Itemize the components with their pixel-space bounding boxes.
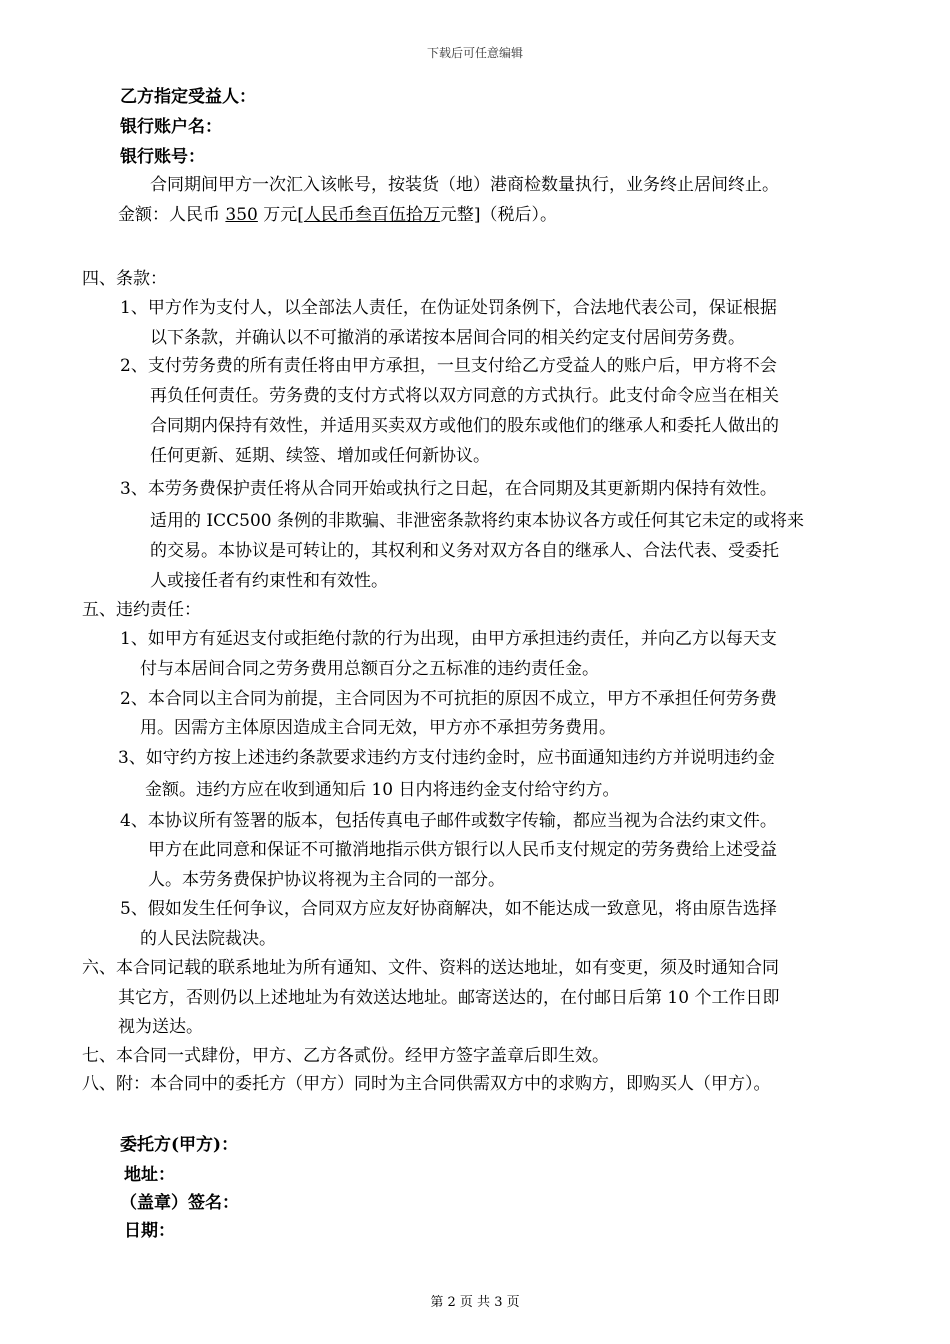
s5-item1-line1: 1、如甲方有延迟支付或拒绝付款的行为出现，由甲方承担违约责任，并向乙方以每天支	[120, 629, 777, 649]
s5-item3-line1: 3、如守约方按上述违约条款要求违约方支付违约金时，应书面通知违约方并说明违约金	[118, 748, 775, 768]
s5-item3-line2: 金额。违约方应在收到通知后 10 日内将违约金支付给守约方。	[145, 780, 620, 800]
seal-signature-label: （盖章）签名：	[120, 1193, 239, 1213]
section-6-line2: 其它方，否则仍以上述地址为有效送达地址。邮寄送达的，在付邮日后第 10 个工作日即	[118, 988, 780, 1008]
account-name-label: 银行账户名：	[120, 117, 222, 137]
payment-terms-line: 合同期间甲方一次汇入该帐号，按装货（地）港商检数量执行，业务终止居间终止。	[150, 175, 779, 195]
s4-item2-line2: 再负任何责任。劳务费的支付方式将以双方同意的方式执行。此支付命令应当在相关	[150, 386, 779, 406]
s4-item1-line1: 1、甲方作为支付人，以全部法人责任，在伪证处罚条例下，合法地代表公司，保证根据	[120, 298, 777, 318]
amount-mid: 万元[	[257, 205, 304, 225]
s4-item3-line2: 适用的 ICC500 条例的非欺骗、非泄密条款将约束本协议各方或任何其它未定的或将来	[150, 511, 804, 531]
section-4-title: 四、条款：	[82, 269, 167, 289]
s5-item5-line2: 的人民法院裁决。	[140, 929, 276, 949]
section-6-line1: 六、本合同记载的联系地址为所有通知、文件、资料的送达地址，如有变更，须及时通知合同	[82, 958, 779, 978]
principal-party-label: 委托方(甲方)：	[120, 1135, 239, 1155]
s5-item5-line1: 5、假如发生任何争议，合同双方应友好协商解决，如不能达成一致意见，将由原告选择	[120, 899, 777, 919]
payment-amount-line	[118, 200, 557, 230]
s5-item2-line1: 2、本合同以主合同为前提，主合同因为不可抗拒的原因不成立，甲方不承担任何劳务费	[120, 689, 777, 709]
s4-item3-line1: 3、本劳务费保护责任将从合同开始或执行之日起，在合同期及其更新期内保持有效性。	[120, 479, 777, 499]
section-8: 八、附：本合同中的委托方（甲方）同时为主合同供需双方中的求购方，即购买人（甲方）。	[82, 1074, 771, 1094]
s4-item2-line1: 2、支付劳务费的所有责任将由甲方承担，一旦支付给乙方受益人的账户后，甲方将不会	[120, 356, 777, 376]
amount-prefix: 金额：人民币	[118, 205, 226, 225]
date-label: 日期：	[124, 1221, 175, 1241]
s4-item3-line3: 的交易。本协议是可转让的，其权利和义务对双方各自的继承人、合法代表、受委托	[150, 541, 779, 561]
page-header: 下载后可任意编辑	[426, 46, 523, 60]
s4-item2-line3: 合同期内保持有效性，并适用买卖双方或他们的股东或他们的继承人和委托人做出的	[150, 416, 779, 436]
s5-item4-line3: 人。本劳务费保护协议将视为主合同的一部分。	[148, 870, 505, 890]
beneficiary-label: 乙方指定受益人：	[120, 87, 256, 107]
account-number-label: 银行账号：	[120, 147, 205, 167]
s4-item3-line4: 人或接任者有约束性和有效性。	[150, 571, 388, 591]
section-7: 七、本合同一式肆份，甲方、乙方各贰份。经甲方签字盖章后即生效。	[82, 1046, 609, 1066]
amount-number: 350	[225, 205, 258, 225]
s4-item1-line2: 以下条款，并确认以不可撤消的承诺按本居间合同的相关约定支付居间劳务费。	[150, 328, 745, 348]
s5-item2-line2: 用。因需方主体原因造成主合同无效，甲方亦不承担劳务费用。	[140, 718, 616, 738]
section-6-line3: 视为送达。	[118, 1017, 203, 1037]
section-5-title: 五、违约责任：	[82, 600, 201, 620]
s4-item2-line4: 任何更新、延期、续签、增加或任何新协议。	[150, 446, 490, 466]
s5-item4-line2: 甲方在此同意和保证不可撤消地指示供方银行以人民币支付规定的劳务费给上述受益	[148, 840, 777, 860]
s5-item1-line2: 付与本居间合同之劳务费用总额百分之五标准的违约责任金。	[140, 659, 599, 679]
amount-words: 人民币叁百伍拾万	[303, 205, 440, 225]
amount-suffix: 元整]（税后）。	[439, 205, 558, 225]
address-label: 地址：	[124, 1165, 175, 1185]
page-footer: 第 2 页 共 3 页	[430, 1295, 520, 1310]
s5-item4-line1: 4、本协议所有签署的版本，包括传真电子邮件或数字传输，都应当视为合法约束文件。	[120, 811, 777, 831]
